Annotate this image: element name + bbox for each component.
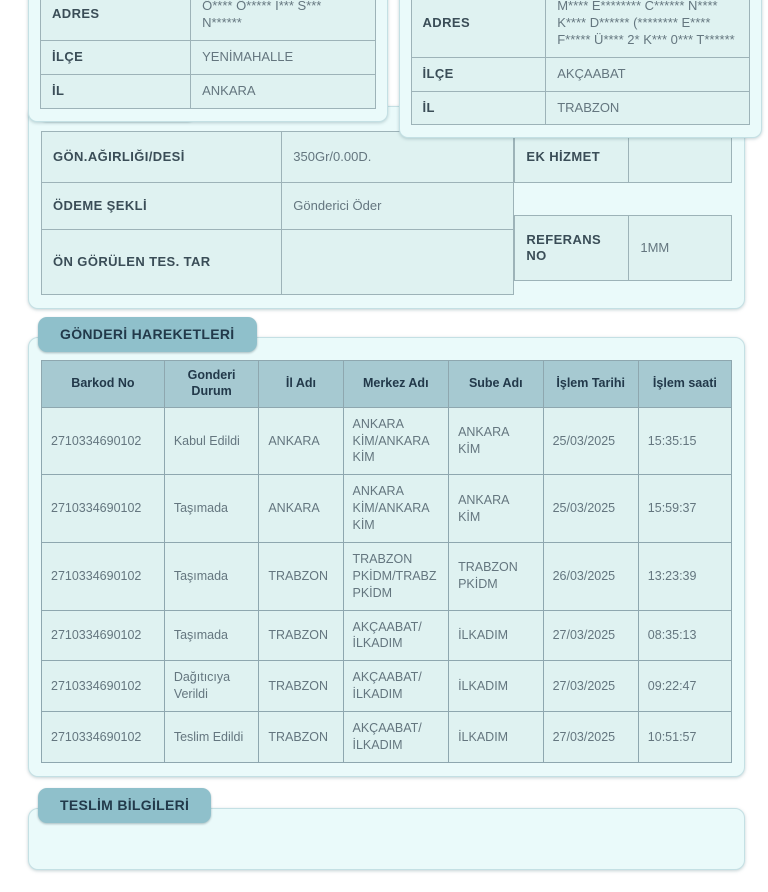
ilce-label: İLÇE xyxy=(41,40,191,74)
movement-row xyxy=(42,661,732,712)
il-row xyxy=(411,91,749,125)
movements-table xyxy=(41,360,732,762)
shipment-info-left-table xyxy=(41,131,514,295)
movement-cell: 2710334690102 xyxy=(42,475,165,543)
movement-cell: İLKADIM xyxy=(449,610,544,661)
payment-row xyxy=(42,183,514,230)
adres-label: ADRES xyxy=(41,0,191,40)
movement-cell: ANKARA xyxy=(259,407,343,475)
eta-label: ÖN GÖRÜLEN TES. TAR xyxy=(42,230,282,295)
movements-table-body xyxy=(42,407,732,762)
movement-cell: ANKARA KİM xyxy=(449,475,544,543)
movement-cell: 2710334690102 xyxy=(42,712,165,763)
shipment-info-grid xyxy=(41,131,732,295)
column-header: İşlem Tarihi xyxy=(543,361,638,407)
movement-cell: TRABZON xyxy=(259,610,343,661)
movement-cell: İLKADIM xyxy=(449,712,544,763)
ilce-label: İLÇE xyxy=(411,57,546,91)
movement-cell: TRABZON xyxy=(259,661,343,712)
movement-cell: 2710334690102 xyxy=(42,661,165,712)
movements-card xyxy=(28,337,745,776)
payment-value: Gönderici Öder xyxy=(282,183,514,230)
delivery-info-badge: TESLİM BİLGİLERİ xyxy=(38,788,211,823)
adres-row xyxy=(41,0,376,40)
movement-cell: ANKARA KİM/ANKARA KİM xyxy=(343,407,449,475)
movement-cell: 25/03/2025 xyxy=(543,407,638,475)
sender-address-table xyxy=(40,0,376,109)
column-header: Merkez Adı xyxy=(343,361,449,407)
reference-label: REFERANS NO xyxy=(515,216,629,281)
shipment-info-right-column xyxy=(514,131,732,281)
extra-service-row xyxy=(515,132,732,183)
movement-cell: AKÇAABAT/İLKADIM xyxy=(343,661,449,712)
reference-value: 1MM xyxy=(629,216,732,281)
ilce-value: YENİMAHALLE xyxy=(191,40,375,74)
movement-cell: 27/03/2025 xyxy=(543,712,638,763)
column-header: Sube Adı xyxy=(449,361,544,407)
movement-cell: AKÇAABAT/İLKADIM xyxy=(343,610,449,661)
shipment-movements-section xyxy=(0,317,768,776)
eta-row xyxy=(42,230,514,295)
il-row xyxy=(41,74,376,108)
movement-cell: 27/03/2025 xyxy=(543,610,638,661)
adres-value: M**** E******** C****** N**** K**** D****** (******** E**** F***** Ü**** 2* K*** 0*** T****** xyxy=(546,0,750,57)
movement-cell: TRABZON xyxy=(259,542,343,610)
movement-cell: Taşımada xyxy=(164,542,259,610)
il-value: TRABZON xyxy=(546,91,750,125)
movement-cell: TRABZON xyxy=(259,712,343,763)
weight-label: GÖN.AĞIRLIĞI/DESİ xyxy=(42,132,282,183)
movement-cell: 09:22:47 xyxy=(638,661,731,712)
sender-address-card xyxy=(28,0,388,122)
il-label: İL xyxy=(41,74,191,108)
movement-cell: Taşımada xyxy=(164,610,259,661)
movement-cell: 25/03/2025 xyxy=(543,475,638,543)
movement-cell: 15:59:37 xyxy=(638,475,731,543)
reference-table xyxy=(514,215,732,281)
movement-row xyxy=(42,407,732,475)
column-header: Gonderi Durum xyxy=(164,361,259,407)
eta-value xyxy=(282,230,514,295)
adres-value: Ö**** Ö***** İ*** S*** N****** xyxy=(191,0,375,40)
il-label: İL xyxy=(411,91,546,125)
movement-row xyxy=(42,712,732,763)
movement-cell: Kabul Edildi xyxy=(164,407,259,475)
movement-row xyxy=(42,475,732,543)
movements-header-row xyxy=(42,361,732,407)
movement-cell: 08:35:13 xyxy=(638,610,731,661)
receiver-address-card xyxy=(399,0,762,138)
movement-cell: 26/03/2025 xyxy=(543,542,638,610)
movements-badge: GÖNDERİ HAREKETLERİ xyxy=(38,317,257,352)
movement-cell: 15:35:15 xyxy=(638,407,731,475)
movement-cell: Teslim Edildi xyxy=(164,712,259,763)
il-value: ANKARA xyxy=(191,74,375,108)
movement-cell: 2710334690102 xyxy=(42,542,165,610)
movement-row xyxy=(42,542,732,610)
movement-cell: 2710334690102 xyxy=(42,407,165,475)
ilce-row xyxy=(411,57,749,91)
movement-cell: 2710334690102 xyxy=(42,610,165,661)
info-spacer xyxy=(514,183,732,215)
movement-cell: ANKARA xyxy=(259,475,343,543)
movement-cell: Taşımada xyxy=(164,475,259,543)
extra-service-table xyxy=(514,131,732,183)
movement-cell: Dağıtıcıya Verildi xyxy=(164,661,259,712)
movement-cell: 10:51:57 xyxy=(638,712,731,763)
ilce-value: AKÇAABAT xyxy=(546,57,750,91)
movement-cell: AKÇAABAT/İLKADIM xyxy=(343,712,449,763)
ilce-row xyxy=(41,40,376,74)
movement-row xyxy=(42,610,732,661)
column-header: İşlem saati xyxy=(638,361,731,407)
delivery-info-section xyxy=(0,788,768,870)
movement-cell: 13:23:39 xyxy=(638,542,731,610)
adres-label: ADRES xyxy=(411,0,546,57)
extra-service-label: EK HİZMET xyxy=(515,132,629,183)
adres-row xyxy=(411,0,749,57)
movements-table-head xyxy=(42,361,732,407)
movement-cell: TRABZON PKİDM/TRABZ PKİDM xyxy=(343,542,449,610)
reference-row xyxy=(515,216,732,281)
payment-label: ÖDEME ŞEKLİ xyxy=(42,183,282,230)
movement-cell: ANKARA KİM xyxy=(449,407,544,475)
weight-value: 350Gr/0.00D. xyxy=(282,132,514,183)
movement-cell: 27/03/2025 xyxy=(543,661,638,712)
address-cards-row xyxy=(0,0,768,138)
receiver-address-table xyxy=(411,0,750,125)
column-header: Barkod No xyxy=(42,361,165,407)
extra-service-value xyxy=(629,132,732,183)
movement-cell: ANKARA KİM/ANKARA KİM xyxy=(343,475,449,543)
column-header: İl Adı xyxy=(259,361,343,407)
movement-cell: İLKADIM xyxy=(449,661,544,712)
weight-row xyxy=(42,132,514,183)
movement-cell: TRABZON PKİDM xyxy=(449,542,544,610)
